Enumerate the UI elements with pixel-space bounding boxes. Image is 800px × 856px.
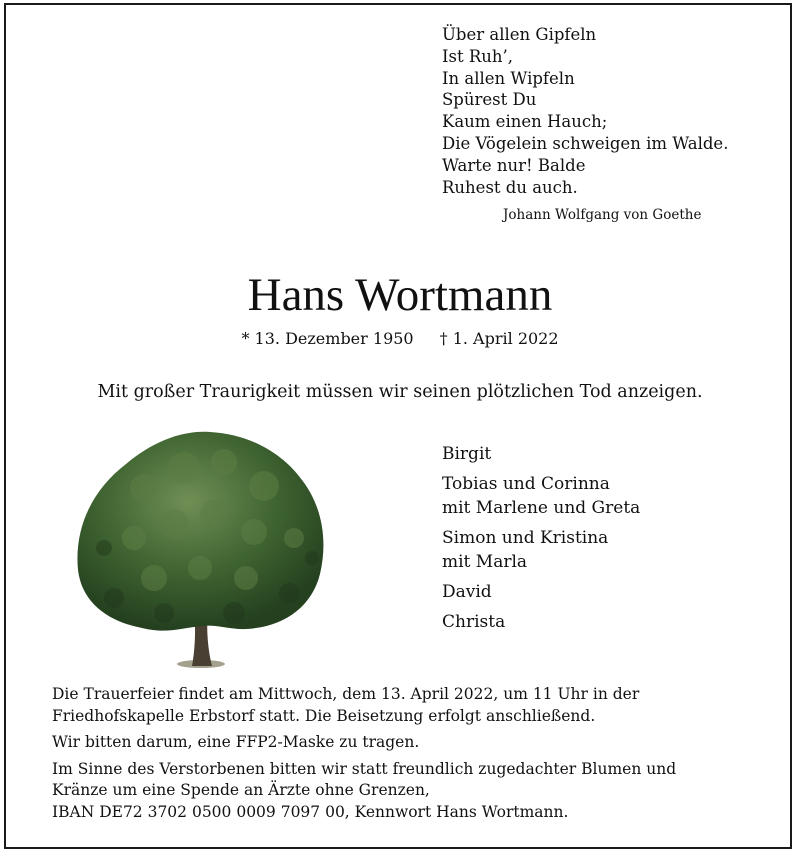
birth-date: * 13. Dezember 1950	[241, 329, 414, 348]
mourner-name: Christa	[442, 612, 506, 632]
service-info	[52, 684, 752, 828]
mourner-entry	[442, 580, 640, 604]
poem-line: Ist Ruh’,	[442, 46, 514, 66]
poem	[442, 24, 728, 198]
donation-line: Im Sinne des Verstorbenen bitten wir statt freundlich zugedachter Blumen und	[52, 759, 677, 778]
mourner-name: David	[442, 582, 492, 602]
mourner-name: Birgit	[442, 444, 492, 464]
donation-line: Kränze um eine Spende an Ärzte ohne Grenzen,	[52, 781, 430, 799]
mourners-list	[442, 442, 640, 640]
poem-line: Ruhest du auch.	[442, 177, 578, 197]
mourner-entry	[442, 472, 640, 520]
mourner-entry	[442, 442, 640, 466]
mask-paragraph	[52, 732, 752, 754]
death-date: † 1. April 2022	[439, 329, 559, 348]
announcement: Mit großer Traurigkeit müssen wir seinen plötzlichen Tod anzeigen.	[97, 382, 703, 402]
deceased-name: Hans Wortmann	[247, 269, 553, 321]
life-dates	[0, 329, 800, 348]
poem-line: In allen Wipfeln	[442, 68, 575, 88]
ceremony-paragraph	[52, 684, 752, 727]
donation-line: IBAN DE72 3702 0500 0009 7097 00, Kennwort Hans Wortmann.	[52, 802, 569, 821]
tree-icon	[74, 428, 330, 672]
mourner-name: mit Marla	[442, 552, 528, 572]
poem-line: Kaum einen Hauch;	[442, 112, 608, 132]
donation-paragraph	[52, 759, 752, 824]
poem-line: Warte nur! Balde	[442, 155, 586, 175]
ceremony-line: Die Trauerfeier findet am Mittwoch, dem 13. April 2022, um 11 Uhr in der	[52, 685, 640, 703]
ceremony-line: Friedhofskapelle Erbstorf statt. Die Beisetzung erfolgt anschließend.	[52, 706, 596, 725]
mourner-name: mit Marlene und Greta	[442, 498, 641, 518]
poem-line: Über allen Gipfeln	[442, 25, 597, 44]
poem-author: Johann Wolfgang von Goethe	[503, 207, 702, 223]
mourner-name: Tobias und Corinna	[442, 474, 610, 494]
poem-line: Spürest Du	[442, 90, 537, 110]
poem-line: Die Vögelein schweigen im Walde.	[442, 133, 729, 153]
mourner-entry	[442, 526, 640, 574]
mourner-name: Simon und Kristina	[442, 528, 609, 548]
mourner-entry	[442, 610, 640, 634]
mask-line: Wir bitten darum, eine FFP2-Maske zu tragen.	[52, 733, 420, 751]
